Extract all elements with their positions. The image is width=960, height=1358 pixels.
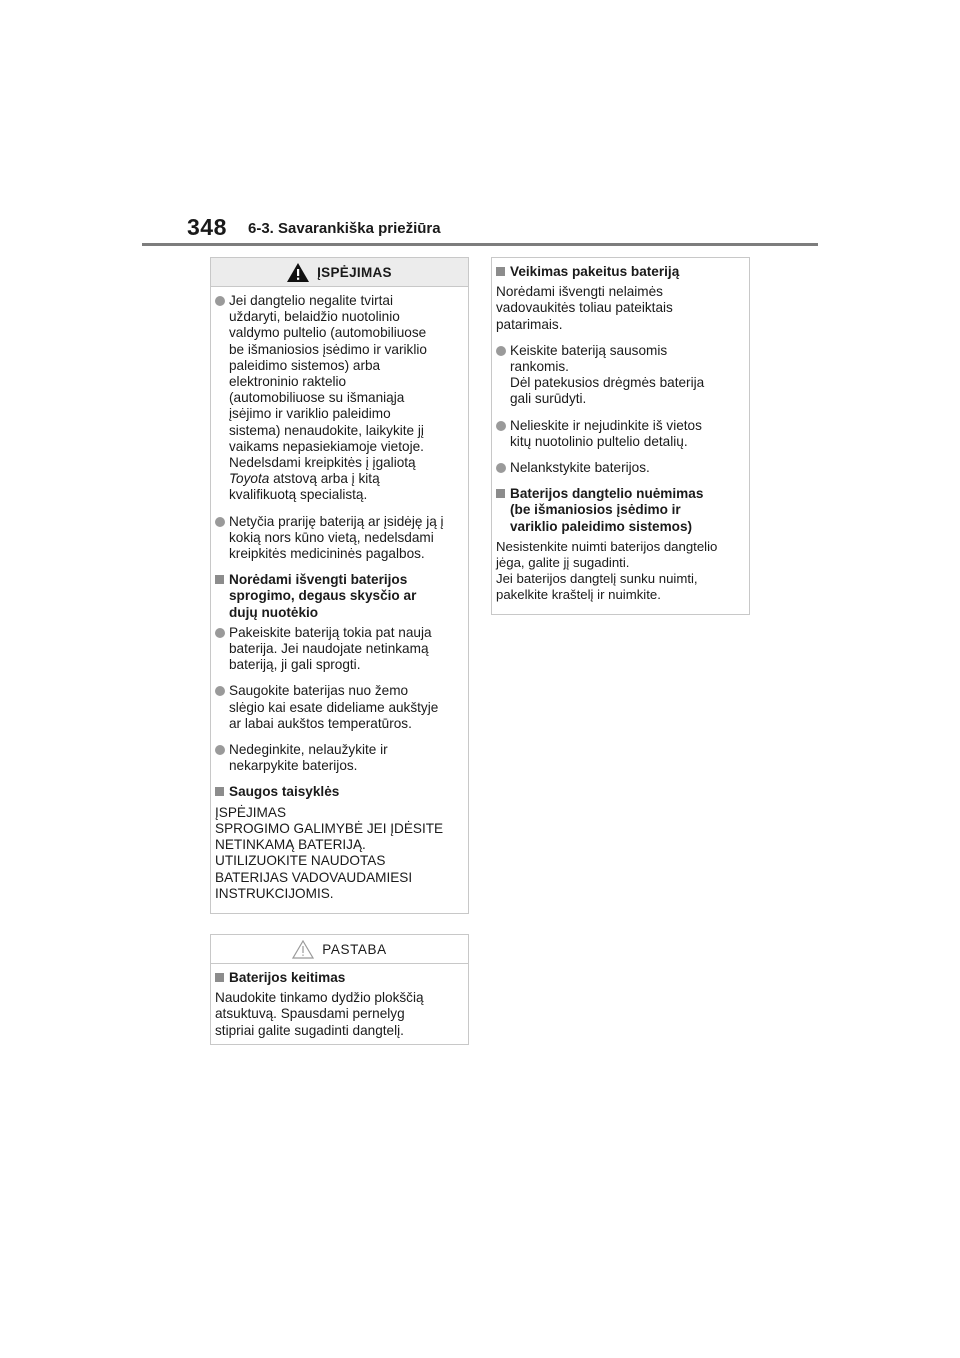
info-cover-text: Nesistenkite nuimti baterijos dangtelio jėga, galite jį sugadinti. Jei baterijos dangtelį sunku nuimti, pakelkite kraštelį ir nuimkite. (496, 538, 718, 603)
warning-triangle-icon (287, 263, 309, 282)
warning-body (211, 287, 468, 918)
bullet-dot-icon (215, 745, 225, 755)
note-body (211, 964, 468, 1055)
bullet-dot-icon (215, 628, 225, 638)
note-box (210, 934, 469, 1045)
warning-heading-safety: Saugos taisyklės (215, 784, 464, 800)
page-number: 348 (187, 214, 227, 240)
info-box (491, 257, 750, 615)
square-bullet-icon (215, 787, 224, 796)
bullet-dot-icon (215, 686, 225, 696)
caution-triangle-icon (292, 940, 314, 959)
square-bullet-icon (215, 575, 224, 584)
warning-box (210, 257, 469, 914)
square-bullet-icon (496, 267, 505, 276)
warning-title: ĮSPĖJIMAS (317, 264, 392, 280)
note-heading: Baterijos keitimas (215, 970, 464, 986)
warning-heading-explosion: Norėdami išvengti baterijos sprogimo, degaus skysčio ar dujų nuotėkio (215, 572, 464, 621)
warning-box-header (211, 258, 468, 287)
safety-rules-text: ĮSPĖJIMAS SPROGIMO GALIMYBĖ JEI ĮDĖSITE NETINKAMĄ BATERIJĄ. UTILIZUOKITE NAUDOTAS BATERIJAS VADOVAUDAMIESI INSTRUKCIJOMIS. (215, 804, 444, 901)
note-title: PASTABA (322, 941, 387, 957)
warning-bullet-4: Saugokite baterijas nuo žemo slėgio kai esate dideliame aukštyje ar labai aukštos temperatūros. (215, 683, 464, 732)
note-box-header (211, 935, 468, 964)
info-heading-after-replacement: Veikimas pakeitus bateriją (496, 264, 745, 280)
header-rule (142, 243, 818, 246)
bullet-dot-icon (496, 346, 506, 356)
warning-bullet-1: Jei dangtelio negalite tvirtai uždaryti, belaidžio nuotolinio valdymo pultelio (automobiliuose be išmaniosios įsėdimo ir variklio paleidimo sistemos) arba elektroninio raktelio (automobiliuose su išmaniąja įsėjimo ir variklio paleidimo sistema) nenaudokite, laikykite jį vaikams nepasiekiamoje vietoje. Nedelsdami kreipkitės į įgaliotą Toyota atstovą arba į kitą kvalifikuotą specialistą. (215, 293, 464, 504)
info-bullet-3: Nelankstykite baterijos. (496, 460, 745, 476)
warning-bullet-2: Netyčia prariję bateriją ar įsidėję ją į kokią nors kūno vietą, nedelsdami kreipkitės medicininės pagalbos. (215, 514, 464, 563)
info-intro: Norėdami išvengti nelaimės vadovaukitės toliau pateiktais patarimais. (496, 284, 673, 332)
note-text: Naudokite tinkamo dydžio plokščią atsuktuvą. Spausdami pernelyg stipriai galite sugadinti dangtelį. (215, 990, 424, 1038)
bullet-dot-icon (496, 463, 506, 473)
warning-bullet-3: Pakeiskite bateriją tokia pat nauja baterija. Jei naudojate netinkamą bateriją, ji gali sprogti. (215, 625, 464, 674)
info-bullet-2: Nelieskite ir nejudinkite iš vietos kitų nuotolinio pultelio detalių. (496, 418, 745, 450)
bullet-dot-icon (496, 421, 506, 431)
section-title: 6-3. Savarankiška priežiūra (248, 220, 441, 237)
brand-name: Toyota (229, 471, 270, 487)
square-bullet-icon (496, 489, 505, 498)
square-bullet-icon (215, 973, 224, 982)
info-bullet-1: Keiskite bateriją sausomis rankomis. Dėl patekusios drėgmės baterija gali surūdyti. (496, 343, 745, 408)
bullet-dot-icon (215, 296, 225, 306)
warning-bullet-5: Nedeginkite, nelaužykite ir nekarpykite baterijos. (215, 742, 464, 774)
bullet-dot-icon (215, 517, 225, 527)
info-body (492, 258, 749, 620)
info-heading-cover-removal: Baterijos dangtelio nuėmimas (be išmaniosios įsėdimo ir variklio paleidimo sistemos) (496, 486, 745, 535)
